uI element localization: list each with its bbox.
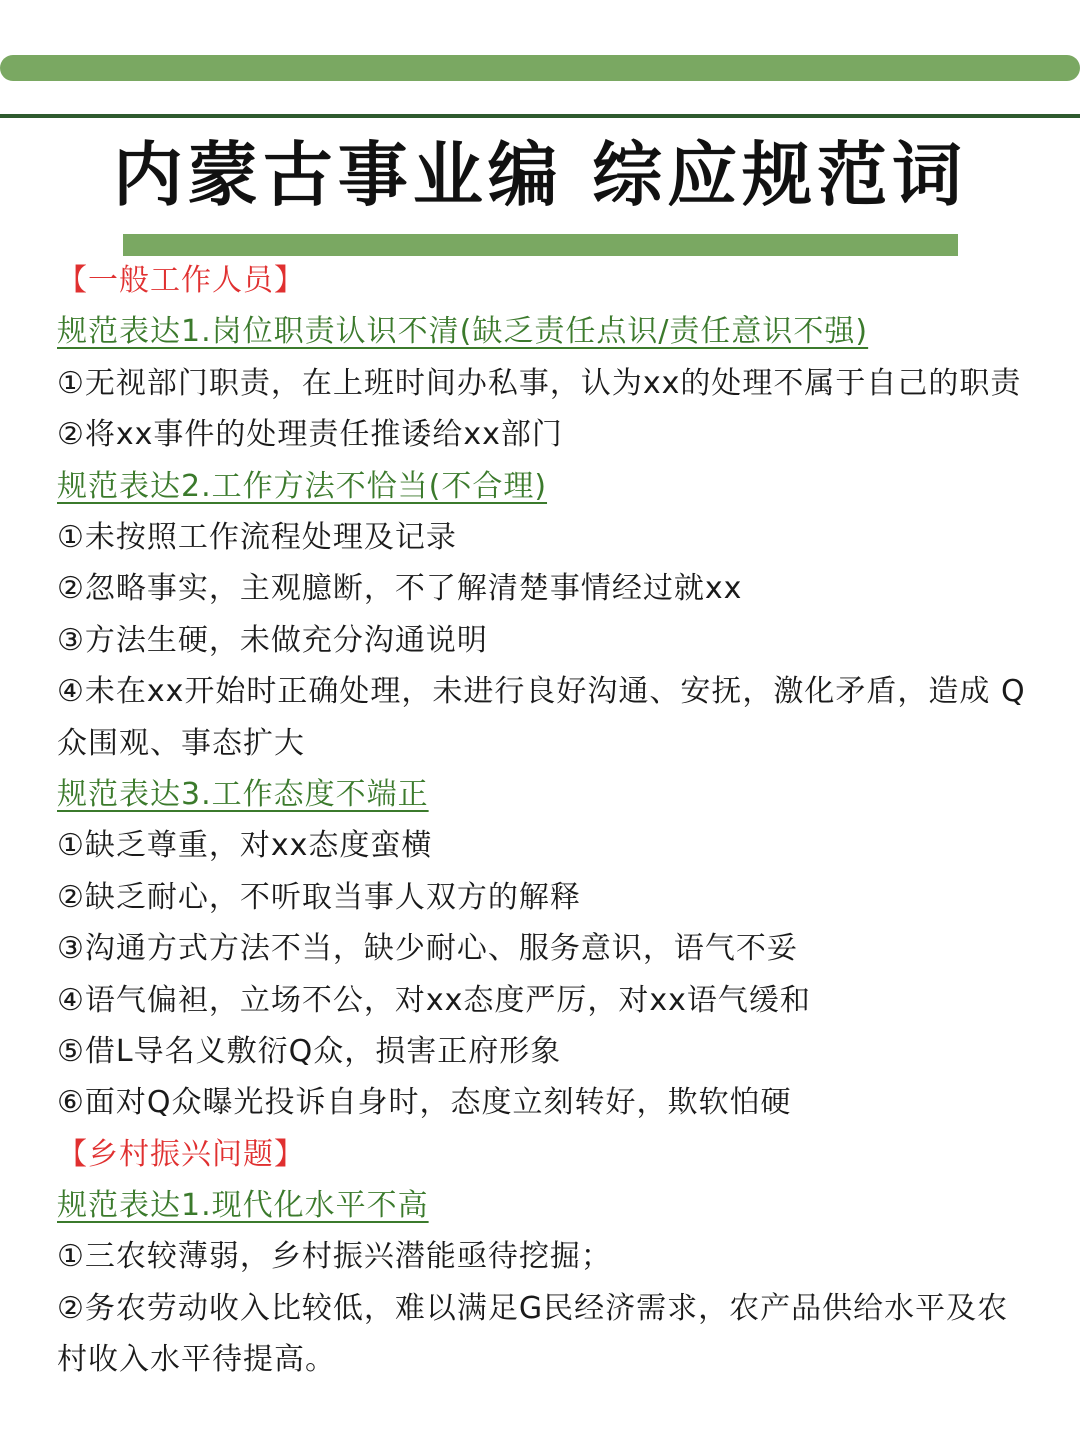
list-item: ②将xx事件的处理责任推诿给xx部门 [57, 417, 563, 453]
list-item: ①缺乏尊重，对xx态度蛮横 [57, 828, 433, 864]
list-item: ②务农劳动收入比较低，难以满足G民经济需求，农产品供给水平及农村收入水平待提高。 [57, 1290, 1009, 1378]
page-title: 内蒙古事业编 综应规范词 [112, 134, 968, 216]
section-title: 【乡村振兴问题】 [57, 1136, 305, 1172]
top-decorative-bar [0, 55, 1080, 81]
sub-heading: 规范表达3.工作态度不端正 [57, 776, 429, 812]
top-divider-line [0, 114, 1080, 118]
document-content [57, 255, 1037, 1386]
sub-heading: 规范表达1.现代化水平不高 [57, 1188, 429, 1224]
title-underline-bar [123, 234, 958, 256]
list-item: ②忽略事实，主观臆断，不了解清楚事情经过就xx [57, 571, 743, 607]
list-item: ③沟通方式方法不当，缺少耐心、服务意识，语气不妥 [57, 931, 798, 967]
list-item: ①三农较薄弱，乡村振兴潜能亟待挖掘； [57, 1239, 612, 1275]
list-item: ④语气偏袒，立场不公，对xx态度严厉，对xx语气缓和 [57, 982, 811, 1018]
list-item: ⑥面对Q众曝光投诉自身时，态度立刻转好，欺软怕硬 [57, 1085, 792, 1121]
list-item: ①未按照工作流程处理及记录 [57, 519, 457, 555]
sub-heading: 规范表达2.工作方法不恰当(不合理) [57, 468, 548, 504]
list-item: ④未在xx开始时正确处理，未进行良好沟通、安抚，激化矛盾，造成 Q众围观、事态扩大 [57, 674, 1026, 761]
list-item: ①无视部门职责，在上班时间办私事，认为xx的处理不属于自己的职责 [57, 365, 1022, 401]
section-title: 【一般工作人员】 [57, 263, 305, 298]
list-item: ②缺乏耐心，不听取当事人双方的解释 [57, 879, 581, 915]
sub-heading: 规范表达1.岗位职责认识不清(缺乏责任点识/责任意识不强) [57, 314, 869, 350]
list-item: ③方法生硬，未做充分沟通说明 [57, 622, 488, 658]
list-item: ⑤借L导名义敷衍Q众，损害正府形象 [57, 1033, 562, 1069]
